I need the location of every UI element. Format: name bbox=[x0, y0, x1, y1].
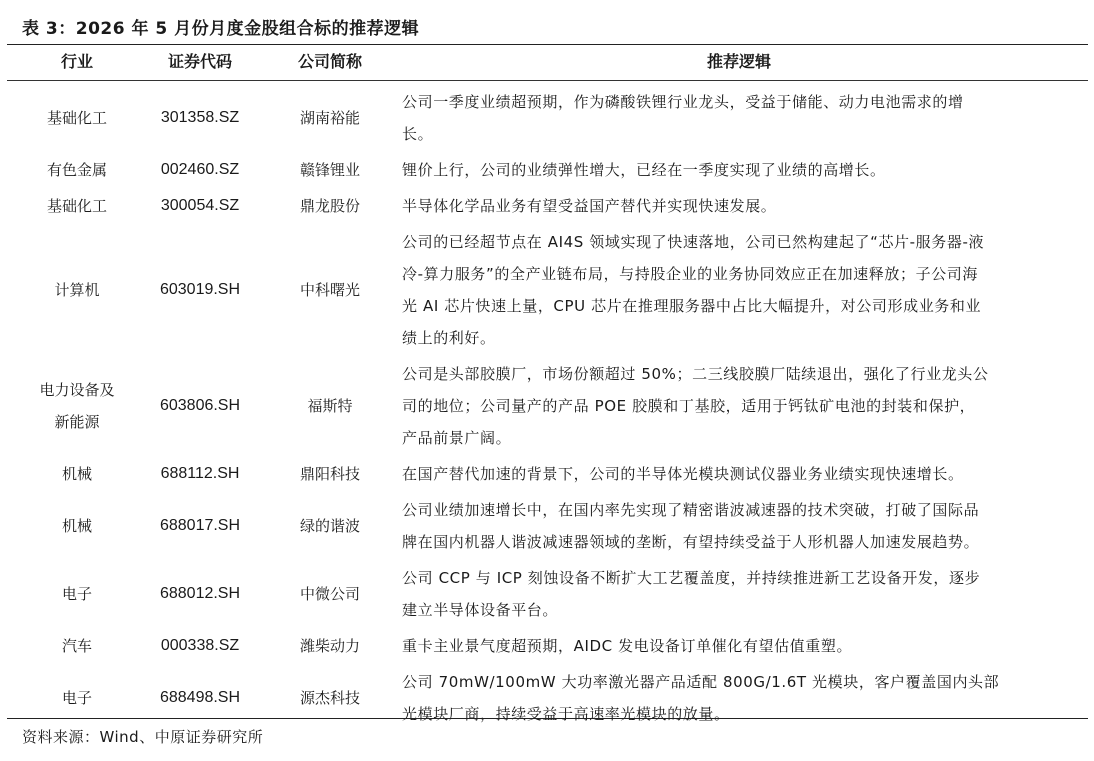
cell-code: 603019.SH bbox=[159, 281, 241, 298]
industry-line: 基础化工 bbox=[46, 197, 107, 215]
cell-reason bbox=[402, 84, 1076, 152]
cell-company-name: 源杰科技 bbox=[299, 689, 360, 707]
header-name: 公司简称 bbox=[297, 52, 362, 71]
industry-line: 基础化工 bbox=[46, 109, 107, 127]
header-code: 证券代码 bbox=[167, 52, 232, 71]
reason-line: 光 AI 芯片快速上量，CPU 芯片在推理服务器中占比大幅提升，对公司形成业务和业 bbox=[402, 297, 982, 315]
cell-company-name: 赣锋锂业 bbox=[299, 161, 360, 179]
cell-code: 300054.SZ bbox=[160, 197, 240, 214]
table-header-rule bbox=[7, 80, 1088, 81]
cell-reason bbox=[402, 188, 1076, 224]
industry-line: 新能源 bbox=[54, 413, 100, 431]
reason-line: 公司的已经超节点在 AI4S 领域实现了快速落地，公司已然构建起了“芯片-服务器-液 bbox=[402, 233, 985, 251]
reason-line: 产品前景广阔。 bbox=[402, 429, 512, 447]
source-note: 资料来源：Wind、中原证券研究所 bbox=[22, 728, 264, 746]
reason-line: 司的地位；公司量产的产品 POE 胶膜和丁基胶，适用于钙钛矿电池的封装和保护， bbox=[402, 397, 976, 415]
industry-line: 电子 bbox=[61, 689, 92, 707]
table-row bbox=[0, 560, 1094, 628]
cell-reason bbox=[402, 560, 1076, 628]
industry-line: 计算机 bbox=[54, 281, 100, 299]
cell-industry bbox=[22, 492, 132, 560]
cell-company-name: 鼎龙股份 bbox=[299, 197, 360, 215]
cell-reason bbox=[402, 456, 1076, 492]
cell-reason bbox=[402, 664, 1076, 732]
cell-code: 688498.SH bbox=[159, 689, 241, 706]
cell-reason bbox=[402, 152, 1076, 188]
reason-line: 绩上的利好。 bbox=[402, 329, 496, 347]
cell-company-name: 潍柴动力 bbox=[299, 637, 360, 655]
reason-line: 公司 CCP 与 ICP 刻蚀设备不断扩大工艺覆盖度，并持续推进新工艺设备开发，逐步 bbox=[402, 569, 981, 587]
cell-company-name: 福斯特 bbox=[307, 397, 353, 415]
cell-industry bbox=[22, 356, 132, 456]
reason-line: 牌在国内机器人谐波减速器领域的垄断，有望持续受益于人形机器人加速发展趋势。 bbox=[402, 533, 980, 551]
cell-industry bbox=[22, 224, 132, 356]
table-row bbox=[0, 188, 1094, 224]
cell-reason bbox=[402, 356, 1076, 456]
cell-code: 688012.SH bbox=[159, 585, 241, 602]
cell-industry bbox=[22, 188, 132, 224]
cell-industry bbox=[22, 84, 132, 152]
table-top-rule bbox=[7, 44, 1088, 45]
reason-line: 光模块厂商，持续受益于高速率光模块的放量。 bbox=[402, 705, 730, 723]
reason-line: 在国产替代加速的背景下，公司的半导体光模块测试仪器业务业绩实现快速增长。 bbox=[402, 465, 964, 483]
cell-company-name: 鼎阳科技 bbox=[299, 465, 360, 483]
cell-reason bbox=[402, 492, 1076, 560]
industry-line: 机械 bbox=[61, 465, 92, 483]
reason-line: 公司一季度业绩超预期，作为磷酸铁锂行业龙头，受益于储能、动力电池需求的增 bbox=[402, 93, 964, 111]
industry-line: 机械 bbox=[61, 517, 92, 535]
cell-reason bbox=[402, 224, 1076, 356]
reason-line: 长。 bbox=[402, 125, 434, 143]
table-caption: 表 3：2026 年 5 月份月度金股组合标的推荐逻辑 bbox=[22, 19, 420, 39]
table-row bbox=[0, 456, 1094, 492]
cell-industry bbox=[22, 628, 132, 664]
industry-line: 电力设备及 bbox=[39, 381, 115, 399]
cell-company-name: 中微公司 bbox=[299, 585, 360, 603]
table-row bbox=[0, 628, 1094, 664]
cell-reason bbox=[402, 628, 1076, 664]
cell-industry bbox=[22, 560, 132, 628]
reason-line: 锂价上行，公司的业绩弹性增大，已经在一季度实现了业绩的高增长。 bbox=[402, 161, 886, 179]
header-reason: 推荐逻辑 bbox=[706, 52, 771, 71]
cell-code: 002460.SZ bbox=[160, 161, 240, 178]
industry-line: 电子 bbox=[61, 585, 92, 603]
table-row bbox=[0, 664, 1094, 732]
cell-industry bbox=[22, 664, 132, 732]
cell-industry bbox=[22, 456, 132, 492]
industry-line: 有色金属 bbox=[46, 161, 107, 179]
reason-line: 公司是头部胶膜厂，市场份额超过 50%；二三线胶膜厂陆续退出，强化了行业龙头公 bbox=[402, 365, 989, 383]
industry-line: 汽车 bbox=[61, 637, 92, 655]
cell-code: 301358.SZ bbox=[160, 109, 240, 126]
cell-company-name: 绿的谐波 bbox=[299, 517, 360, 535]
cell-industry bbox=[22, 152, 132, 188]
cell-code: 688112.SH bbox=[160, 465, 240, 482]
cell-company-name: 中科曙光 bbox=[299, 281, 360, 299]
table-row bbox=[0, 84, 1094, 152]
cell-code: 688017.SH bbox=[159, 517, 241, 534]
cell-code: 000338.SZ bbox=[160, 637, 240, 654]
table-row bbox=[0, 492, 1094, 560]
reason-line: 重卡主业景气度超预期，AIDC 发电设备订单催化有望估值重塑。 bbox=[402, 637, 853, 655]
reason-line: 半导体化学品业务有望受益国产替代并实现快速发展。 bbox=[402, 197, 777, 215]
reason-line: 公司业绩加速增长中，在国内率先实现了精密谐波减速器的技术突破，打破了国际品 bbox=[402, 501, 980, 519]
table-row bbox=[0, 152, 1094, 188]
table-bottom-rule bbox=[7, 718, 1088, 719]
cell-company-name: 湖南裕能 bbox=[299, 109, 360, 127]
table-row bbox=[0, 356, 1094, 456]
table-row bbox=[0, 224, 1094, 356]
cell-code: 603806.SH bbox=[159, 397, 241, 414]
reason-line: 冷-算力服务”的全产业链布局，与持股企业的业务协同效应正在加速释放；子公司海 bbox=[402, 265, 978, 283]
header-industry: 行业 bbox=[60, 52, 93, 71]
reason-line: 建立半导体设备平台。 bbox=[402, 601, 559, 619]
reason-line: 公司 70mW/100mW 大功率激光器产品适配 800G/1.6T 光模块，客户覆盖国内头部 bbox=[402, 673, 1000, 691]
